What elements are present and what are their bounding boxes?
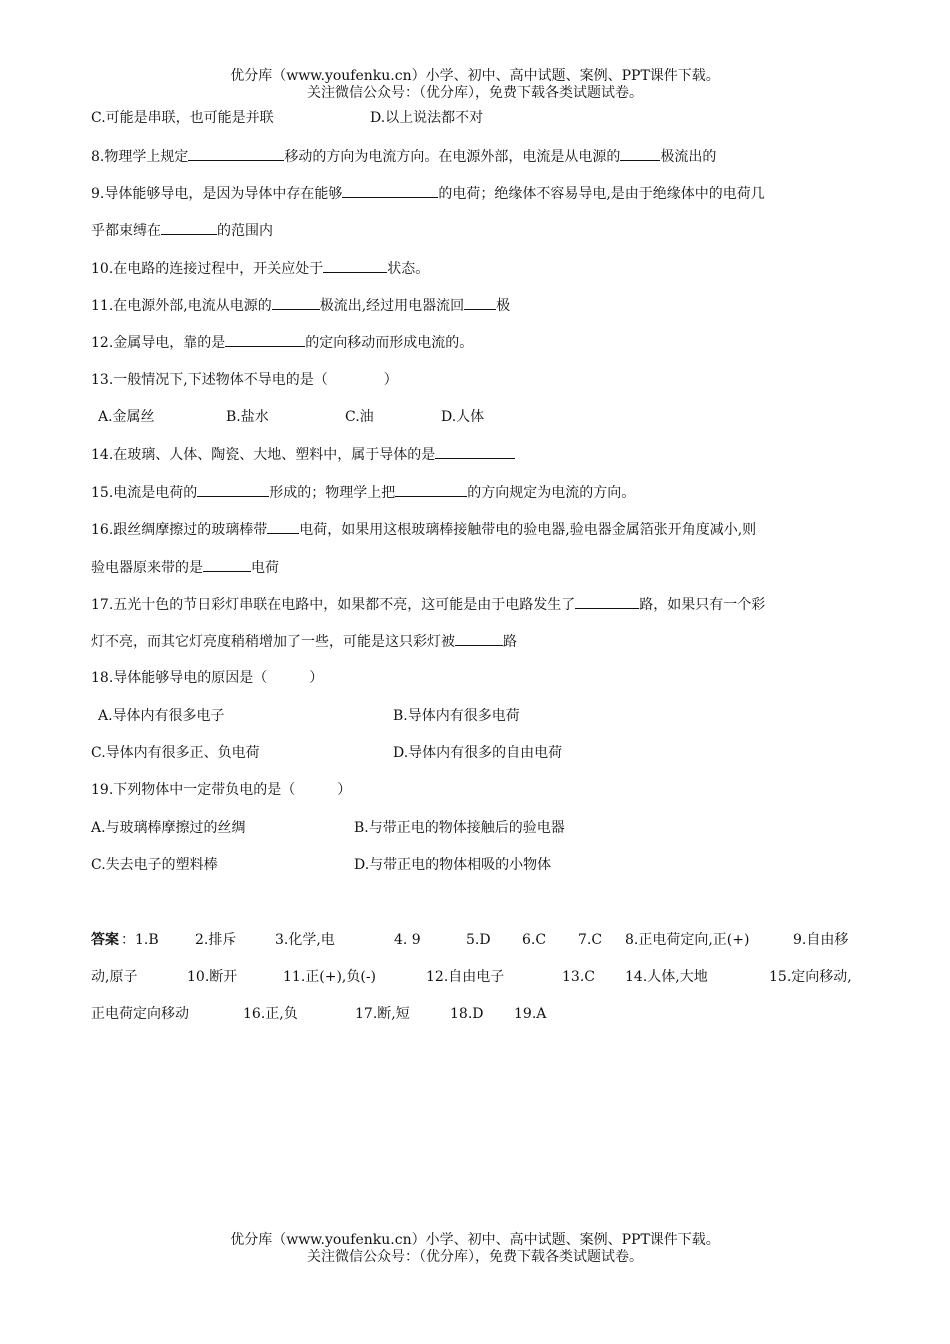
- question-15: [91, 482, 635, 503]
- footer-line-1: 优分库（www.youfenku.cn）小学、初中、高中试题、案例、PPT课件下载。: [230, 1232, 720, 1248]
- q11-text-1: 11.在电源外部,电流从电源的: [91, 298, 272, 314]
- answer-item: 10.断开: [187, 969, 238, 985]
- question-8: [91, 146, 716, 167]
- q12-blank: [225, 332, 305, 347]
- footer-line-2: 关注微信公众号：（优分库），免费下载各类试题试卷。: [307, 1249, 643, 1265]
- header-line-1: 优分库（www.youfenku.cn）小学、初中、高中试题、案例、PPT课件下载。: [230, 68, 720, 84]
- q17-text-3: 灯不亮，而其它灯亮度稍稍增加了一些，可能是这只彩灯被: [91, 634, 455, 650]
- question-14: [91, 444, 515, 465]
- q11-blank-2: [464, 295, 496, 310]
- q16-text-4: 电荷: [251, 560, 279, 576]
- q13-option-c: C.油: [345, 409, 374, 425]
- q17-text-2: 路，如果只有一个彩: [639, 597, 766, 613]
- question-9: [91, 183, 765, 204]
- q10-text-1: 10.在电路的连接过程中，开关应处于: [91, 261, 324, 277]
- q15-text-1: 15.电流是电荷的: [91, 485, 198, 501]
- q16-text-1: 16.跟丝绸摩擦过的玻璃棒带: [91, 522, 268, 538]
- question-19: 19.下列物体中一定带负电的是（ ）: [91, 782, 352, 798]
- q9-text-4: 的范围内: [217, 223, 273, 239]
- question-11: [91, 295, 510, 316]
- q15-blank-2: [395, 482, 467, 497]
- answer-label: 答案: [91, 932, 119, 948]
- q10-blank: [323, 258, 387, 273]
- q19-option-c: C.失去电子的塑料棒: [91, 857, 218, 873]
- answer-item: 3.化学,电: [275, 932, 335, 948]
- q11-blank-1: [272, 295, 320, 310]
- question-10: [91, 258, 429, 279]
- q15-text-3: 的方向规定为电流的方向。: [467, 485, 636, 501]
- q14-blank: [435, 444, 515, 459]
- answer-item: 16.正,负: [243, 1006, 298, 1022]
- answer-item: ：1.B: [121, 932, 159, 948]
- answer-item: 12.自由电子: [426, 969, 505, 985]
- q15-text-2: 形成的；物理学上把: [269, 485, 396, 501]
- answer-item: 2.排斥: [195, 932, 237, 948]
- q18-option-b: B.导体内有很多电荷: [393, 708, 520, 724]
- question-13: 13.一般情况下,下述物体不导电的是（ ）: [91, 372, 398, 388]
- q18-option-d: D.导体内有很多的自由电荷: [393, 745, 563, 761]
- answer-item: 4. 9: [394, 932, 421, 948]
- q9-text-2: 的电荷；绝缘体不容易导电,是由于绝缘体中的电荷几: [438, 186, 765, 202]
- answer-item: 5.D: [466, 932, 491, 948]
- q8-blank-1: [188, 146, 284, 161]
- q15-blank-1: [197, 482, 269, 497]
- q16-text-2: 电荷，如果用这根玻璃棒接触带电的验电器,验电器金属箔张开角度减小,则: [299, 522, 757, 538]
- question-17: [91, 594, 765, 615]
- q18-option-a: A.导体内有很多电子: [98, 708, 225, 724]
- q16-text-3: 验电器原来带的是: [91, 560, 203, 576]
- answer-item: 18.D: [450, 1006, 484, 1022]
- answer-item: 7.C: [578, 932, 603, 948]
- q17-blank-1: [575, 594, 639, 609]
- q7-option-c: C.可能是串联，也可能是并联: [91, 110, 274, 126]
- q8-text-2: 移动的方向为电流方向。在电源外部，电流是从电源的: [284, 149, 621, 165]
- question-9-cont: [91, 220, 273, 241]
- question-12: [91, 332, 473, 353]
- answer-item: 17.断,短: [355, 1006, 410, 1022]
- q13-option-b: B.盐水: [226, 409, 269, 425]
- q17-text-4: 路: [503, 634, 517, 650]
- question-17-cont: [91, 631, 517, 652]
- answer-item: 正电荷定向移动: [91, 1006, 189, 1022]
- page-footer: [0, 1232, 950, 1266]
- q17-text-1: 17.五光十色的节日彩灯串联在电路中，如果都不亮，这可能是由于电路发生了: [91, 597, 576, 613]
- q11-text-2: 极流出,经过用电器流回: [319, 298, 465, 314]
- q9-text-3: 乎都束缚在: [91, 223, 161, 239]
- page-header: [0, 68, 950, 102]
- question-18: 18.导体能够导电的原因是（ ）: [91, 670, 324, 686]
- question-16-cont: [91, 557, 279, 578]
- q18-option-c: C.导体内有很多正、负电荷: [91, 745, 260, 761]
- answer-item: 6.C: [522, 932, 547, 948]
- q19-option-b: B.与带正电的物体接触后的验电器: [354, 820, 565, 836]
- q17-blank-2: [455, 631, 503, 646]
- answer-item: 动,原子: [91, 969, 138, 985]
- question-16: [91, 519, 756, 540]
- q9-blank-1: [342, 183, 438, 198]
- q12-text-1: 12.金属导电，靠的是: [91, 335, 226, 351]
- answer-item: 19.A: [514, 1006, 547, 1022]
- q19-option-d: D.与带正电的物体相吸的小物体: [354, 857, 552, 873]
- answer-item: 11.正(+),负(-): [283, 969, 377, 985]
- answer-item: 15.定向移动,: [769, 969, 852, 985]
- q13-option-d: D.人体: [441, 409, 485, 425]
- q12-text-2: 的定向移动而形成电流的。: [305, 335, 474, 351]
- q16-blank-1: [267, 519, 299, 534]
- q11-text-3: 极: [496, 298, 511, 314]
- q9-text-1: 9.导体能够导电，是因为导体中存在能够: [91, 186, 343, 202]
- q8-blank-2: [620, 146, 660, 161]
- q10-text-2: 状态。: [387, 261, 430, 277]
- q7-option-d: D.以上说法都不对: [370, 110, 484, 126]
- answer-item: 14.人体,大地: [625, 969, 708, 985]
- answer-item: 9.自由移: [793, 932, 849, 948]
- header-line-2: 关注微信公众号：（优分库），免费下载各类试题试卷。: [307, 85, 643, 101]
- q13-option-a: A.金属丝: [98, 409, 155, 425]
- q14-text: 14.在玻璃、人体、陶瓷、大地、塑料中，属于导体的是: [91, 447, 436, 463]
- q8-text-3: 极流出的: [660, 149, 717, 165]
- q8-text-1: 8.物理学上规定: [91, 149, 189, 165]
- answer-item: 8.正电荷定向,正(+): [625, 932, 750, 948]
- q9-blank-2: [161, 220, 217, 235]
- answer-item: 13.C: [562, 969, 595, 985]
- q19-option-a: A.与玻璃棒摩擦过的丝绸: [91, 820, 246, 836]
- q16-blank-2: [203, 557, 251, 572]
